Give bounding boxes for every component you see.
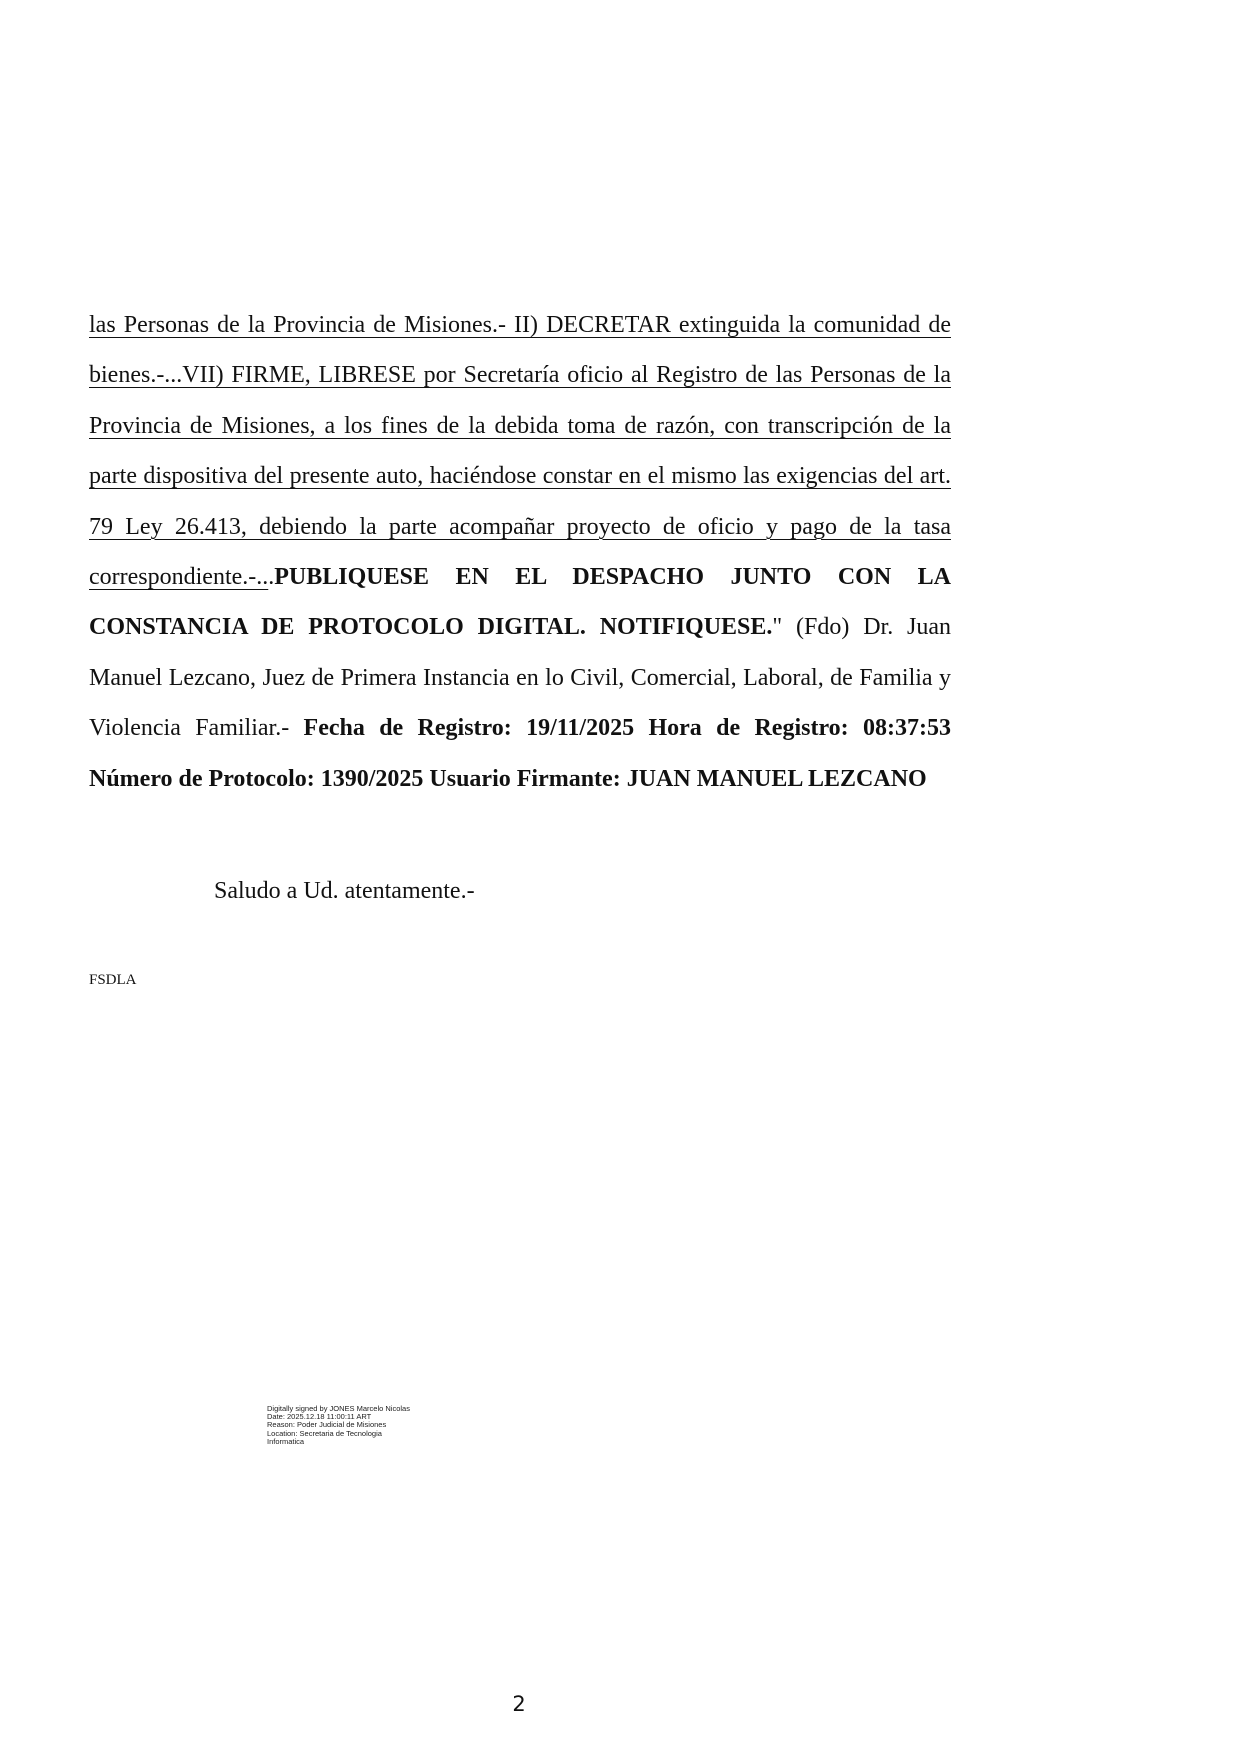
ellipsis-dot: .	[268, 564, 275, 591]
resolution-text	[89, 300, 951, 804]
signature-date: Date: 2025.12.18 11:00:11 ART	[267, 1412, 372, 1422]
closing-quote: "	[772, 614, 783, 641]
underlined-resolution-excerpt: las Personas de la Provincia de Misiones.- II) DECRETAR extinguida la comunidad de bienes.-...VII) FIRME, LIBRESE por Secretaría oficio al Registro de las Personas de la Provincia de Misiones, a los fines de la debida toma de razón, con transcripción de la parte dispositiva del presente auto, haciéndose constar en el mismo las exigencias del art. 79 Ley 26.413, debiendo la parte acompañar proyecto de oficio y pago de la tasa correspondiente.-..	[89, 312, 951, 591]
registry-details: Fecha de Registro: 19/11/2025 Hora de Registro: 08:37:53 Número de Protocolo: 1390/2025 Usuario Firmante: JUAN MANUEL LEZCANO	[89, 715, 951, 792]
digital-signature-stamp	[267, 1405, 410, 1446]
signature-location-cont: Informatica	[267, 1436, 305, 1446]
signature-reason: Reason: Poder Judicial de Misiones	[267, 1420, 387, 1430]
signature-location: Location: Secretaria de Tecnologia	[267, 1428, 382, 1438]
author-initials: FSDLA	[89, 972, 137, 988]
page-number: 2	[512, 1692, 526, 1716]
judge-signature-line: (Fdo) Dr. Juan Manuel Lezcano, Juez de Primera Instancia en lo Civil, Comercial, Laboral, de Familia y Violencia Familiar.-	[89, 614, 952, 742]
signature-signer: Digitally signed by JONES Marcelo Nicolas	[267, 1404, 410, 1413]
closing-salutation: Saludo a Ud. atentamente.-	[214, 878, 475, 904]
publish-notice: PUBLIQUESE EN EL DESPACHO JUNTO CON LA CONSTANCIA DE PROTOCOLO DIGITAL. NOTIFIQUESE.	[89, 564, 951, 641]
